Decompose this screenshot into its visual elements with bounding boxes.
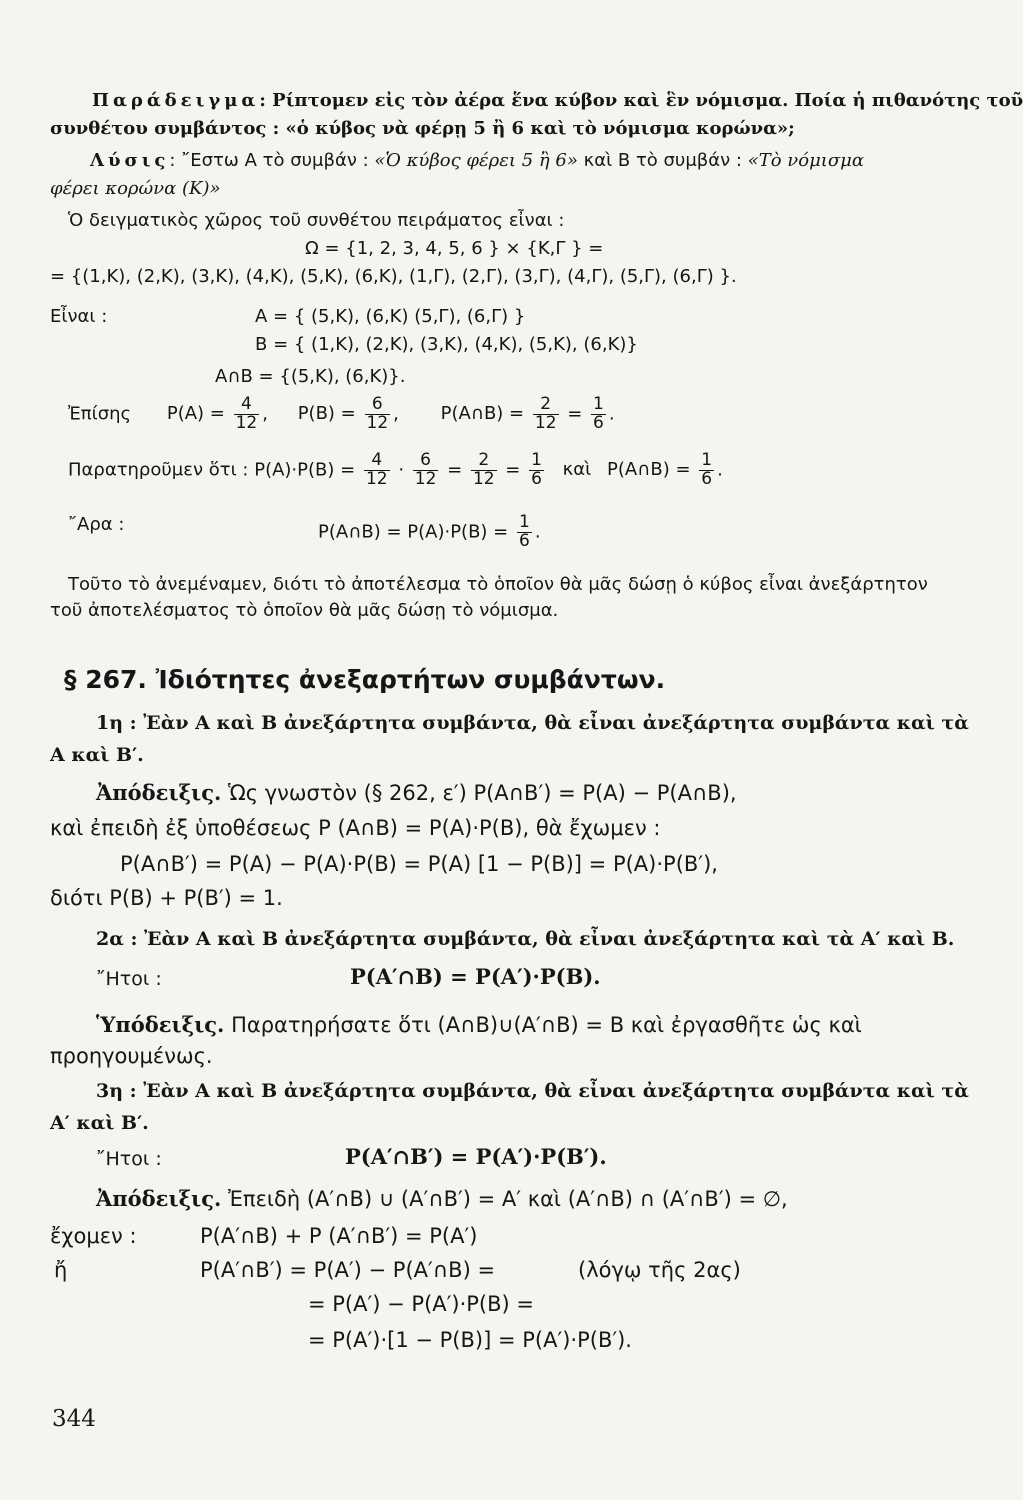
prop3-eq-3: = P(A′) − P(A′)·P(B) = xyxy=(308,1292,534,1316)
page-number: 344 xyxy=(52,1406,96,1432)
fraction-6-12: $\frac{6}{12}$ xyxy=(366,394,389,433)
ara-label: ῎Αρα : xyxy=(68,514,125,535)
prop3-eq-4: = P(A′)·[1 − P(B)] = P(A′)·P(B′). xyxy=(308,1328,632,1352)
example-line-1: Παράδειγμα: Ρίπτομεν εἰς τὸν ἀέρα ἕνα κύβον καὶ ἓν νόμισμα. Ποία ἡ πιθανότης τοῦ xyxy=(92,90,1023,111)
section-heading: § 267. Ἰδιότητες ἀνεξαρτήτων συμβάντων. xyxy=(64,665,666,694)
prop2-hint-line-1: Ὑπόδειξις. Παρατηρήσατε ὅτι (A∩B)∪(A′∩B) = B καὶ ἐργασθῆτε ὡς καὶ xyxy=(96,1012,862,1037)
prop2-line-1: 2α : Ἐὰν A καὶ B ἀνεξάρτητα συμβάντα, θὰ εἶναι ἀνεξάρτητα καὶ τὰ A′ καὶ B. xyxy=(96,928,955,950)
proof-label: Ἀπόδειξις. xyxy=(96,1186,222,1211)
prop2-hint-line-2: προηγουμένως. xyxy=(50,1044,213,1068)
conclusion-line-1: Τοῦτο τὸ ἀνεμέναμεν, διότι τὸ ἀποτέλεσμα τὸ ὁποῖον θὰ μᾶς δώσῃ ὁ κύβος εἶναι ἀνεξάρτητον xyxy=(68,574,928,595)
prop3-htoi: ῎Ητοι : xyxy=(96,1148,162,1170)
prop3-note: (λόγῳ τῆς 2ας) xyxy=(578,1258,741,1282)
prop1-line-1: 1η : Ἐὰν A καὶ B ἀνεξάρτητα συμβάντα, θὰ εἶναι ἀνεξάρτητα συμβάντα καὶ τὰ xyxy=(96,712,969,734)
probabilities-line: Ἐπίσης P(A) = $\frac{4}{12}$ , P(B) = $\frac{6}{12}$ , P(A∩B) = $\frac{2}{12}$ = $\frac{1}{6}$ . xyxy=(68,394,615,433)
set-a: A = { (5,K), (6,K) (5,Γ), (6,Γ) } xyxy=(255,306,526,327)
prop2-formula: P(A′∩B) = P(A′)·P(B). xyxy=(350,964,601,989)
proof-label: Ἀπόδειξις. xyxy=(96,780,222,805)
prop1-proof-line-1: Ἀπόδειξις. Ὡς γνωστὸν (§ 262, ε′) P(A∩B′) = P(A) − P(A∩B), xyxy=(96,780,737,805)
prop3-eq-1: P(A′∩B) + P (A′∩B′) = P(A′) xyxy=(200,1224,478,1248)
solution-line-1: Λύσις: ῎Εστω A τὸ συμβάν : «Ὁ κύβος φέρει 5 ἢ 6» καὶ B τὸ συμβάν : «Τὸ νόμισμα xyxy=(90,150,864,171)
prop2-htoi: ῎Ητοι : xyxy=(96,968,162,990)
prop1-proof-line-4: διότι P(B) + P(B′) = 1. xyxy=(50,886,283,910)
solution-line-2: φέρει κορώνα (K)» xyxy=(50,178,221,199)
fraction-2-12: $\frac{2}{12}$ xyxy=(534,394,557,433)
prop3-formula: P(A′∩B′) = P(A′)·P(B′). xyxy=(345,1144,607,1169)
example-label: Παράδειγμα xyxy=(92,90,260,111)
prop3-eq-2: P(A′∩B′) = P(A′) − P(A′∩B) = xyxy=(200,1258,496,1282)
omega-line-2: = {(1,K), (2,K), (3,K), (4,K), (5,K), (6,K), (1,Γ), (2,Γ), (3,Γ), (4,Γ), (5,Γ), (6,Γ) }. xyxy=(50,266,737,287)
prop3-line-2: A′ καὶ B′. xyxy=(50,1112,149,1134)
fraction-1-6: $\frac{1}{6}$ xyxy=(593,394,604,433)
set-b: B = { (1,K), (2,K), (3,K), (4,K), (5,K), (6,K)} xyxy=(255,334,638,355)
prop3-line-1: 3η : Ἐὰν A καὶ B ἀνεξάρτητα συμβάντα, θὰ εἶναι ἀνεξάρτητα συμβάντα καὶ τὰ xyxy=(96,1080,969,1102)
hint-label: Ὑπόδειξις. xyxy=(96,1012,225,1037)
set-a-cap-b: A∩B = {(5,K), (6,K)}. xyxy=(215,366,406,387)
conclusion-line-2: τοῦ ἀποτελέσματος τὸ ὁποῖον θὰ μᾶς δώσῃ τὸ νόμισμα. xyxy=(50,600,559,621)
prop3-exomen: ἔχομεν : xyxy=(50,1224,137,1248)
prop1-proof-line-3: P(A∩B′) = P(A) − P(A)·P(B) = P(A) [1 − P(B)] = P(A)·P(B′), xyxy=(120,852,718,876)
observation-line: Παρατηροῦμεν ὅτι : P(A)·P(B) = $\frac{4}{12}$ · $\frac{6}{12}$ = $\frac{2}{12}$ = $\frac{1}{6}$ καὶ P(A∩B) = $\frac{1}{6}$ . xyxy=(68,450,723,489)
omega-line: Ω = {1, 2, 3, 4, 5, 6 } × {K,Γ } = xyxy=(305,238,604,259)
prop3-proof-line-1: Ἀπόδειξις. Ἐπειδὴ (A′∩B) ∪ (A′∩B′) = A′ καὶ (A′∩B) ∩ (A′∩B′) = ∅, xyxy=(96,1186,788,1211)
prop1-line-2: A καὶ B′. xyxy=(50,744,144,766)
einai-label: Εἶναι : xyxy=(50,306,108,327)
sample-space-intro: Ὁ δειγματικὸς χῶρος τοῦ συνθέτου πειράματος εἶναι : xyxy=(68,210,565,231)
ara-expression: P(A∩B) = P(A)·P(B) = $\frac{1}{6}$ . xyxy=(318,512,541,551)
prop1-proof-line-2: καὶ ἐπειδὴ ἐξ ὑποθέσεως P (A∩B) = P(A)·P(B), θὰ ἔχωμεν : xyxy=(50,816,661,840)
fraction-4-12: $\frac{4}{12}$ xyxy=(235,394,258,433)
example-line-2: συνθέτου συμβάντος : «ὁ κύβος νὰ φέρῃ 5 ἢ 6 καὶ τὸ νόμισμα κορώνα»; xyxy=(50,118,795,139)
prop3-or: ἤ xyxy=(54,1258,68,1282)
solution-label: Λύσις xyxy=(90,150,170,171)
